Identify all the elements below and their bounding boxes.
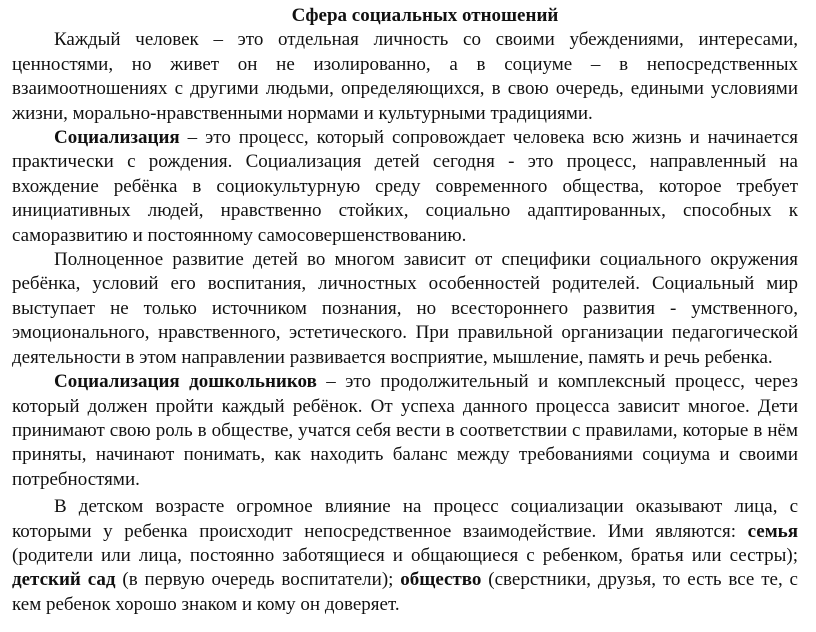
term-preschool-socialization: Социализация дошкольников [54,371,317,393]
paragraph-intro [12,28,798,126]
term-kindergarten: детский сад [12,569,116,591]
paragraph-preschool-text: – это продолжительный и комплексный процесс, через который должен пройти каждый ребёнок. От успеха данного процесса зависит многое. Дети принимают свою роль в обществе, учатся себя вести в соответствии с правилами, которые в нём приняты, начинают понимать, как находить баланс между требованиями социума и своими потребностями. [12,371,798,490]
document-page [12,4,798,617]
paragraph-influences-lead: В детском возрасте огромное влияние на процесс социализации оказывают лица, с которыми у ребенка происходит непосредственное взаимодействие. Ими являются: [12,496,798,542]
paragraph-intro-text: Каждый человек – это отдельная личность со своими убеждениями, интересами, ценностями, но живет он не изолированно, а в социуме – в непосредственных взаимоотношениях с другими людьми, определяющихся, в свою очередь, едиными условиями жизни, морально-нравственными нормами и культурными традициями. [12,29,798,124]
paragraph-preschool-socialization [12,370,798,492]
paragraph-influences-text1: (родители или лица, постоянно заботящиеся и общающиеся с ребенком, братья или сестры); [12,544,798,566]
paragraph-development-text: Полноценное развитие детей во многом зависит от специфики социального окружения ребёнка, условий его воспитания, личностных особенностей родителей. Социальный мир выступает не только источником познания, но всестороннего развития - умственного, эмоционального, нравственного, эстетического. При правильной организации педагогической деятельности в этом направлении развивается восприятие, мышление, память и речь ребенка. [12,249,798,368]
document-title: Сфера социальных отношений [291,5,559,26]
term-family: семья [747,520,798,542]
paragraph-socialization [12,126,798,248]
paragraph-influences [12,495,798,617]
paragraph-influences-text3: (сверстники, друзья, то есть все те, с кем ребенок хорошо знаком и кому он доверяет. [12,569,798,615]
term-society: общество [400,569,482,591]
paragraph-influences-text2: (в первую очередь воспитатели); [115,569,401,591]
paragraph-development [12,248,798,370]
term-socialization: Социализация [54,127,180,149]
paragraph-socialization-text: – это процесс, который сопровождает человека всю жизнь и начинается практически с рождения. Социализация детей сегодня - это процесс, направленный на вхождение ребёнка в социокультурную среду современного общества, которое требует инициативных людей, нравственно стойких, социально адаптированных, способных к саморазвитию и постоянному самосовершенствованию. [12,127,798,246]
